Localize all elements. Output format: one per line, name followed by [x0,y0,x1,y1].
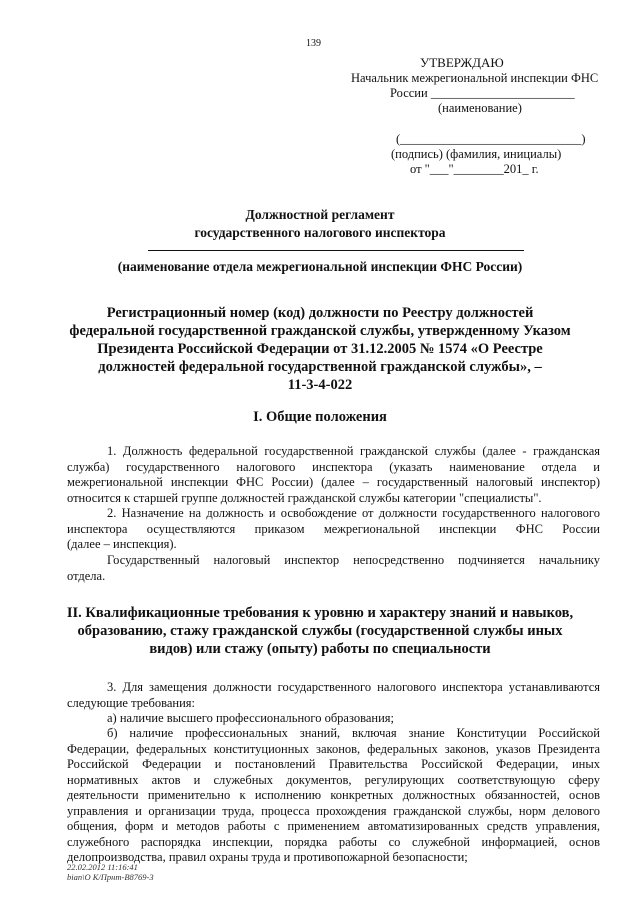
approval-country: России [390,86,428,100]
section2-heading: образованию, стажу гражданской службы (государственной службы иных [77,623,563,639]
approval-heading: УТВЕРЖДАЮ [420,55,504,70]
registration-code: 11-3-4-022 [287,377,353,393]
registration-line: должностей федеральной государственной гражданской службы», – [98,359,542,375]
section2-heading: видов) или стажу (опыту) работы по специальности [149,641,491,657]
title-underline [148,250,524,251]
text-line: Государственный налоговый инспектор непосредственно подчиняется начальнику [107,553,600,567]
text-line: (далее – инспекция). [67,537,177,551]
footer-timestamp: 22.02.2012 11:16:41 [67,862,138,872]
text-line: 2. Назначение на должность и освобождение от должности государственного налогового [107,506,600,520]
text-line: следующие требования: [67,695,196,710]
doc-title: Должностной регламент [245,207,395,222]
section1-paragraph2 [67,506,600,553]
text-line: служебного распорядка инспекции, порядка работы со служебной информацией, основ [67,834,600,849]
text-line: нормативных актов и служебных документов, регулирующих соответствующую сферу [67,772,600,787]
section1-paragraph1 [67,444,600,506]
requirement-b [67,726,600,866]
text-line: деятельности применительно к исполнению конкретных должностных обязанностей, основ [67,788,600,802]
text-line: общения, форм и методов работы с применением автоматизированных средств управления, [67,819,600,833]
signature-blank: (_____________________________) [396,132,586,146]
text-line: относится к старшей группе должностей гражданской службы категории "специалисты". [67,490,542,505]
text-line: отдела. [67,568,106,583]
requirement-a [67,711,600,727]
text-line: служба) государственного налогового инспектора (указать наименование отдела и [67,459,600,474]
text-line: инспектора осуществляются приказом межрегиональной инспекции ФНС России [67,521,600,536]
text-line: б) наличие профессиональных знаний, включая знание Конституции Российской [107,726,600,740]
text-line: 1. Должность федеральной государственной гражданской службы (далее - гражданская [107,444,600,458]
approval-caption-name: (наименование) [438,101,522,115]
approval-date: от "___"________201_ г. [410,162,539,176]
text-line: 3. Для замещения должности государственного налогового инспектора устанавливаются [107,680,600,694]
text-line: а) наличие высшего профессионального образования; [107,711,394,725]
text-line: межрегиональной инспекции ФНС России) (далее – государственный налоговый инспектор) [67,475,600,489]
registration-line: Регистрационный номер (код) должности по Реестру должностей [106,305,534,321]
section2-heading: II. Квалификационные требования к уровню и характеру знаний и навыков, [66,605,574,621]
approval-line2 [390,86,575,101]
doc-subtitle: (наименование отдела межрегиональной инспекции ФНС России) [117,259,523,274]
page-number: 139 [306,38,321,49]
section1-paragraph3 [67,553,600,584]
registration-line: Президента Российской Федерации от 31.12.2005 № 1574 «О Реестре [97,341,543,357]
approval-blank: _______________________ [430,86,575,100]
text-line: управления и организации труда, процесса прохождения гражданской службы, норм делового [67,803,600,818]
text-line: Федерации, федеральных конституционных законов, федеральных законов, указов Президента [67,741,600,756]
footer-document-id: bian\O К/Прнт-В8769-3 [67,872,154,882]
registration-line: федеральной государственной гражданской службы, утвержденному Указом [69,323,571,339]
doc-title-2: государственного налогового инспектора [194,225,446,240]
approval-line1: Начальник межрегиональной инспекции ФНС [351,71,599,85]
section2-paragraph3 [67,680,600,711]
text-line: делопроизводства, правил охраны труда и противопожарной безопасности; [67,850,468,864]
section1-heading: I. Общие положения [253,409,387,425]
text-line: Российской Федерации и постановлений Правительства Российской Федерации, иных [67,757,600,771]
approval-caption-signature: (подпись) (фамилия, инициалы) [391,147,562,161]
